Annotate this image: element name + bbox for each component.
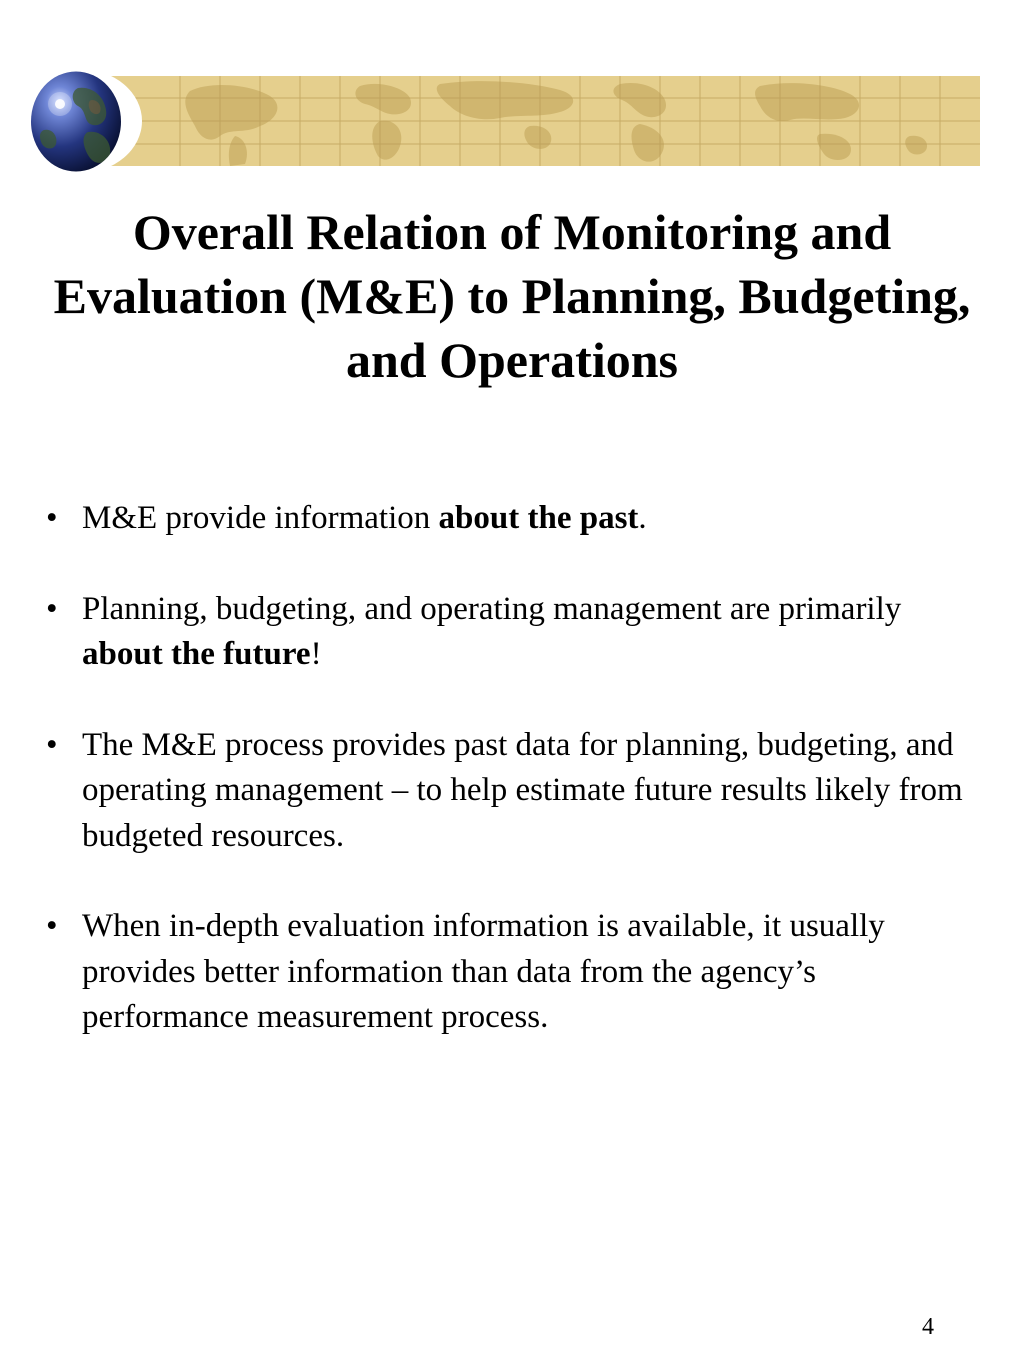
bullet-marker: •: [46, 726, 58, 763]
bullet-item: [44, 587, 984, 678]
bullet-text: Planning, budgeting, and operating management are primarily: [82, 590, 902, 627]
slide-title: [0, 200, 1024, 392]
bullet-marker: •: [46, 500, 58, 536]
world-map-banner: [60, 76, 980, 166]
title-line-3: and Operations: [345, 332, 678, 388]
title-line-2: Evaluation (M&E) to Planning, Budgeting,: [53, 268, 971, 324]
bullet-list: [44, 496, 984, 1086]
page-number: 4: [922, 1314, 934, 1340]
bullet-marker: •: [46, 590, 58, 627]
bullet-emphasis: about the past: [438, 500, 639, 536]
bullet-text-end: !: [310, 636, 322, 672]
title-line-1: Overall Relation of Monitoring and: [132, 204, 892, 260]
bullet-marker: •: [46, 908, 58, 944]
bullet-item: [44, 496, 984, 542]
bullet-text: M&E provide information: [82, 500, 439, 536]
bullet-emphasis: about the future: [82, 636, 311, 672]
bullet-text-end: .: [638, 500, 647, 536]
bullet-text: When in-depth evaluation information is available, it usually provides better information than data from the agency’s performance measurement process.: [82, 908, 885, 1035]
globe-icon: [30, 70, 122, 173]
bullet-text: The M&E process provides past data for planning, budgeting, and operating management – to help estimate future results likely from budgeted resources.: [82, 726, 963, 854]
bullet-item: [44, 723, 984, 860]
bullet-item: [44, 904, 984, 1041]
